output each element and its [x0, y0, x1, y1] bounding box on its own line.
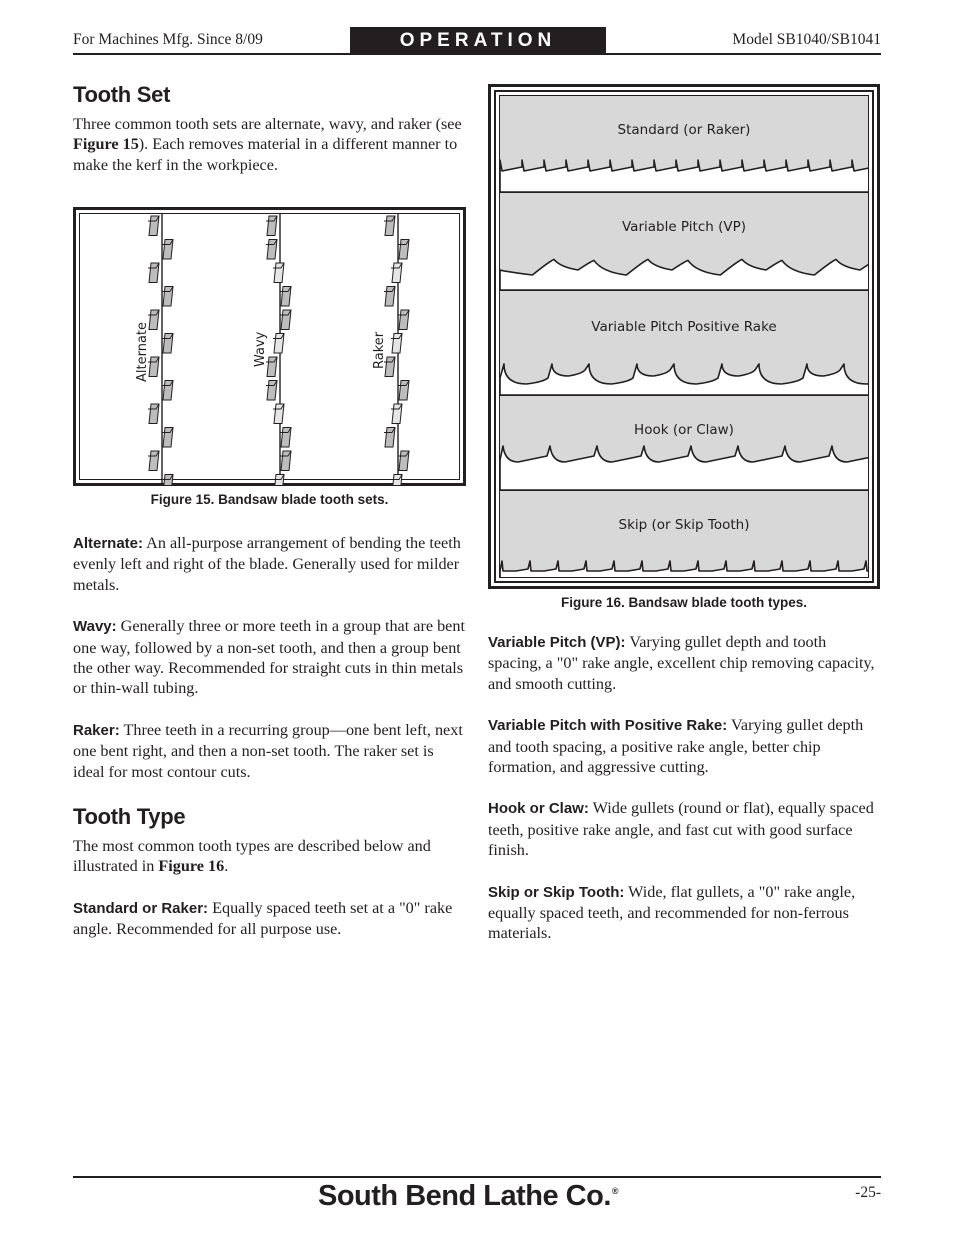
alternate-description: Alternate: An all-purpose arrangement of bending the teeth evenly left and right of the blade. Generally used for milder metals. — [73, 534, 461, 594]
figure-16-tooth-types — [488, 84, 880, 589]
page-number: -25- — [855, 1184, 881, 1201]
standard-profile — [500, 160, 869, 192]
variable-pitch-profile — [500, 259, 869, 290]
label-alternate: Alternate — [135, 321, 150, 382]
raker-description: Raker: Three teeth in a recurring group—one bent left, next one bent right, and then a non-set tooth. The raker set is ideal for most contour cuts. — [73, 720, 463, 781]
tooth-set-descriptions — [73, 533, 465, 940]
tooth-type-heading: Tooth Type — [73, 804, 186, 830]
skip-profile — [500, 561, 869, 578]
vp-description: Variable Pitch (VP): Varying gullet depth and tooth spacing, a "0" rake angle, excellent chip removing capacity, and smooth cutting. — [488, 633, 875, 693]
header-machine-date: For Machines Mfg. Since 8/09 — [73, 31, 263, 48]
vp-positive-rake-profile — [500, 364, 869, 395]
label-standard: Standard (or Raker) — [617, 122, 751, 138]
figure-16-frame — [494, 90, 874, 583]
section-banner: OPERATION — [350, 27, 606, 54]
hook-description: Hook or Claw: Wide gullets (round or flat), equally spaced teeth, positive rake angle, and fast cut with good surface finish. — [488, 799, 874, 860]
figure-16-ref: Figure 16 — [158, 857, 225, 876]
tooth-set-intro: Three common tooth sets are alternate, wavy, and raker (see Figure 15). Each removes material in a different manner to make the kerf in the workpiece. — [73, 115, 462, 174]
wavy-description: Wavy: Generally three or more teeth in a group that are bent one way, followed by a non-set tooth, and then a group bent the other way. Recommended for straight cuts in thin metals or thin-wall tubing. — [73, 617, 465, 698]
brand-logo: South Bend Lathe Co.® — [318, 1180, 619, 1212]
label-hook: Hook (or Claw) — [634, 422, 734, 438]
vppr-description: Variable Pitch with Positive Rake: Varying gullet depth and tooth spacing, a positive rake angle, better chip formation, and aggressive cutting. — [488, 716, 864, 777]
header-rule — [73, 53, 881, 55]
label-skip: Skip (or Skip Tooth) — [618, 517, 750, 533]
label-raker: Raker — [372, 331, 387, 369]
tooth-type-descriptions — [488, 632, 882, 944]
standard-description: Standard or Raker: Equally spaced teeth set at a "0" rake angle. Recommended for all purpose use. — [73, 898, 453, 939]
hook-profile — [500, 446, 869, 490]
figure-15-ref: Figure 15 — [73, 135, 139, 154]
label-wavy: Wavy — [253, 331, 268, 367]
tooth-set-heading: Tooth Set — [73, 82, 171, 107]
tooth-set-section — [73, 82, 465, 175]
label-variable-pitch: Variable Pitch (VP) — [621, 219, 747, 235]
label-vp-positive-rake: Variable Pitch Positive Rake — [591, 319, 777, 335]
tooth-type-intro: The most common tooth types are described below and illustrated in Figure 16. — [73, 837, 431, 876]
figure-16-panel — [499, 95, 869, 578]
figure-15-tooth-sets — [73, 207, 466, 486]
skip-description: Skip or Skip Tooth: Wide, flat gullets, a "0" rake angle, equally spaced teeth, and recommended for non-ferrous materials. — [488, 882, 856, 943]
figure-15-caption: Figure 15. Bandsaw blade tooth sets. — [150, 492, 389, 507]
figure-15-frame — [79, 213, 460, 480]
tooth-types-illustration — [500, 96, 869, 578]
footer-rule — [73, 1176, 881, 1178]
header-model: Model SB1040/SB1041 — [732, 31, 881, 48]
figure-16-caption: Figure 16. Bandsaw blade tooth types. — [560, 595, 808, 610]
